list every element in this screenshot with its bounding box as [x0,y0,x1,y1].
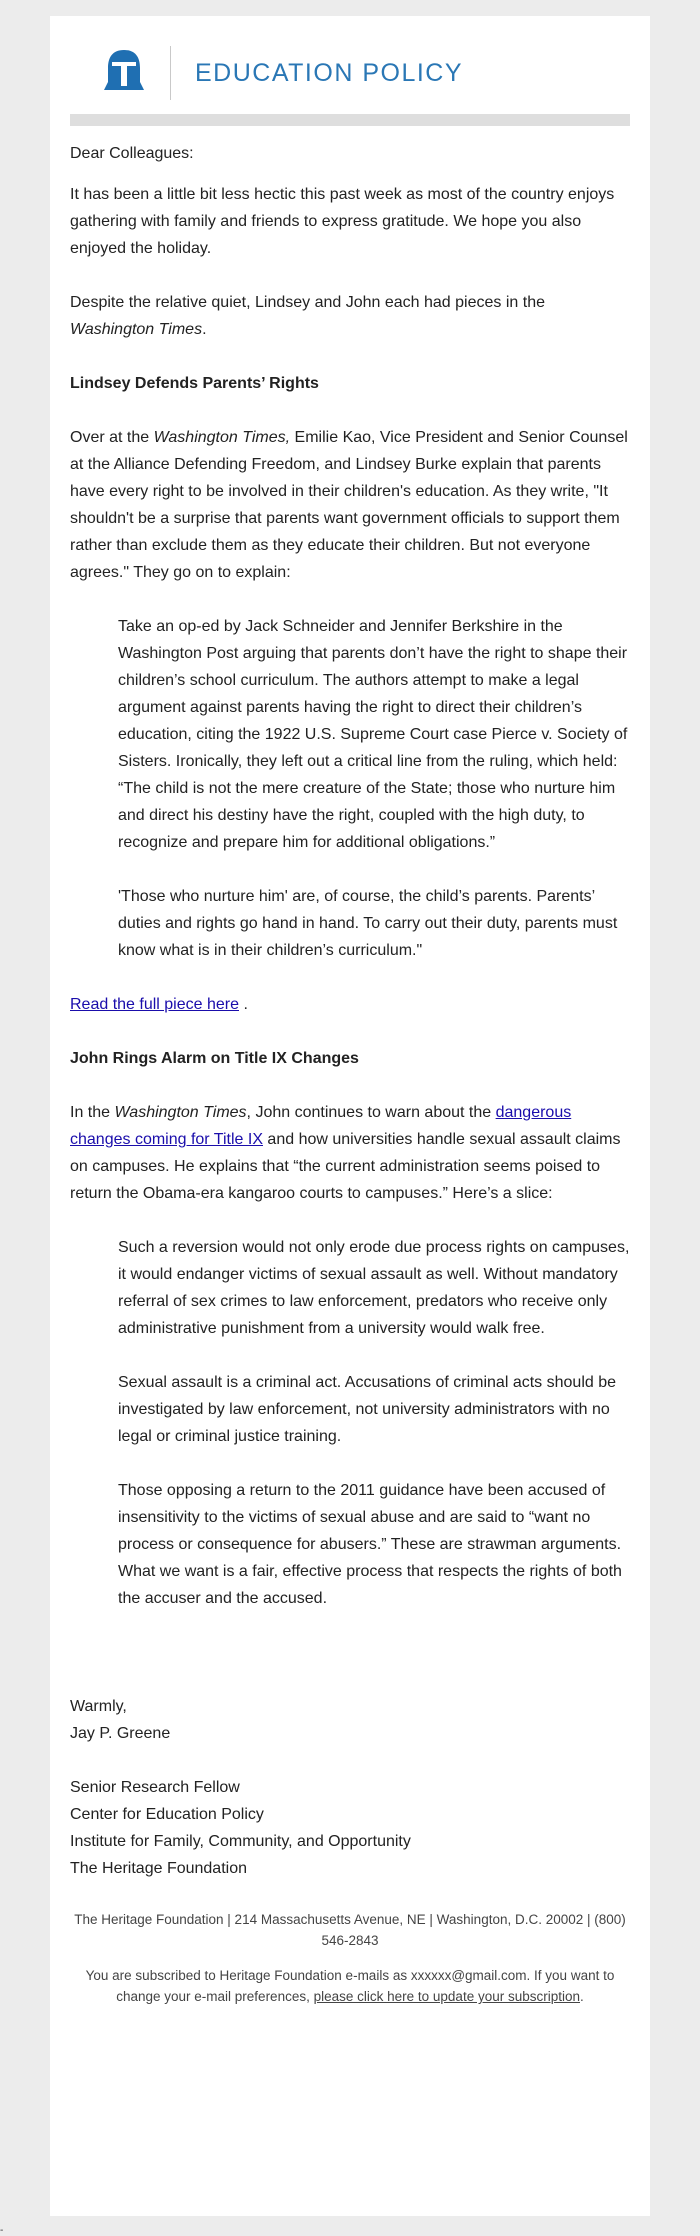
intro-paragraph: It has been a little bit less hectic this past week as most of the country enjoys gathering with family and friends to express gratitude. We hope you also enjoyed the holiday. [70,186,615,257]
header-divider-bar [70,114,630,126]
section2-lead-text: and how universities handle sexual assault claims on campuses. He explains that “the current administration seems poised to return the Obama-era kangaroo courts to campuses.” Here’s a slice: [70,1131,621,1202]
bell-logo-icon [102,48,146,94]
intro2-publication: Washington Times [70,321,203,338]
signer-title-line: The Heritage Foundation [70,1860,247,1877]
signoff-block [70,1693,630,1747]
quote-paragraph: Take an op-ed by Jack Schneider and Jennifer Berkshire in the Washington Post arguing that parents don’t have the right to shape their children’s school curriculum. The authors attempt to make a legal argument against parents having the right to direct their children’s education, citing the 1922 U.S. Supreme Court case Pierce v. Society of Sisters. Ironically, they left out a critical line from the ruling, which held: “The child is not the mere creature of the State; those who nurture him and direct his destiny have the right, coupled with the high duty, to recognize and prepare him for additional obligations.” [118,618,628,851]
signer-titles [70,1774,630,1882]
footer-subscription [70,1965,630,2007]
footer [70,1909,630,2007]
corner-mark: - [0,2225,4,2236]
section2-quote [118,1234,630,1612]
section1-lead-start: Over at the [70,429,154,446]
section2-lead [70,1099,630,1207]
section1-quote [118,613,630,964]
logo-divider [170,46,171,100]
section2-publication: Washington Times [114,1104,247,1121]
header [50,16,650,114]
signer-title-line: Center for Education Policy [70,1806,264,1823]
title-ix-changes-link[interactable]: dangerous changes coming for Title IX [70,1104,572,1148]
footer-address: The Heritage Foundation | 214 Massachusetts Avenue, NE | Washington, D.C. 20002 | (800) 546-2843 [74,1912,626,1948]
section1-lead-text: Emilie Kao, Vice President and Senior Counsel at the Alliance Defending Freedom, and Lindsey Burke explain that parents have every right to be involved in their children's education. As they write, "It shouldn't be a surprise that parents want government officials to support them rather than exclude them as they educate their children. But not everyone agrees." They go on to explain: [70,429,628,581]
read-full-piece-link[interactable]: Read the full piece here [70,996,239,1013]
signer-name: Jay P. Greene [70,1725,171,1742]
email-page [50,16,650,2216]
quote-paragraph: Such a reversion would not only erode due process rights on campuses, it would endanger victims of sexual assault as well. Without mandatory referral of sex crimes to law enforcement, predators who receive only administrative punishment from a university would walk free. [118,1239,630,1337]
quote-paragraph: Sexual assault is a criminal act. Accusations of criminal acts should be investigated by law enforcement, not university administrators with no legal or criminal justice training. [118,1374,617,1445]
update-subscription-link[interactable]: please click here to update your subscription [313,1989,580,2004]
section1-lead [70,424,630,586]
email-body [70,140,630,2021]
section2-lead-start: In the [70,1104,115,1121]
subscription-end: . [580,1989,584,2004]
signer-title-line: Senior Research Fellow [70,1779,240,1796]
section1-heading: Lindsey Defends Parents’ Rights [70,375,319,392]
intro2-text: Despite the relative quiet, Lindsey and John each had pieces in the [70,294,545,311]
read-more-line [70,991,630,1018]
signer-title-line: Institute for Family, Community, and Opportunity [70,1833,411,1850]
signature [70,1693,630,1882]
spacer [70,1639,630,1693]
intro-paragraph-2 [70,289,630,343]
quote-paragraph: 'Those who nurture him' are, of course, the child’s parents. Parents’ duties and rights go hand in hand. To carry out their duty, parents must know what is in their children’s curriculum." [118,888,618,959]
quote-paragraph: Those opposing a return to the 2011 guidance have been accused of insensitivity to the victims of sexual abuse and are said to “want no process or consequence for abusers.” These are strawman arguments. What we want is a fair, effective process that respects the rights of both the accuser and the accused. [118,1482,622,1607]
greeting: Dear Colleagues: [70,145,194,162]
brand-title: EDUCATION POLICY [195,59,464,87]
closing: Warmly, [70,1698,127,1715]
section1-publication: Washington Times, [153,429,291,446]
subscription-text: You are subscribed to Heritage Foundation e-mails as xxxxxx@gmail.com. If you want to change your e-mail preferences, [85,1968,615,2004]
intro2-end: . [202,321,207,338]
section2-heading: John Rings Alarm on Title IX Changes [70,1050,359,1067]
read-more-end: . [239,996,248,1013]
section2-lead-mid: , John continues to warn about the [246,1104,496,1121]
